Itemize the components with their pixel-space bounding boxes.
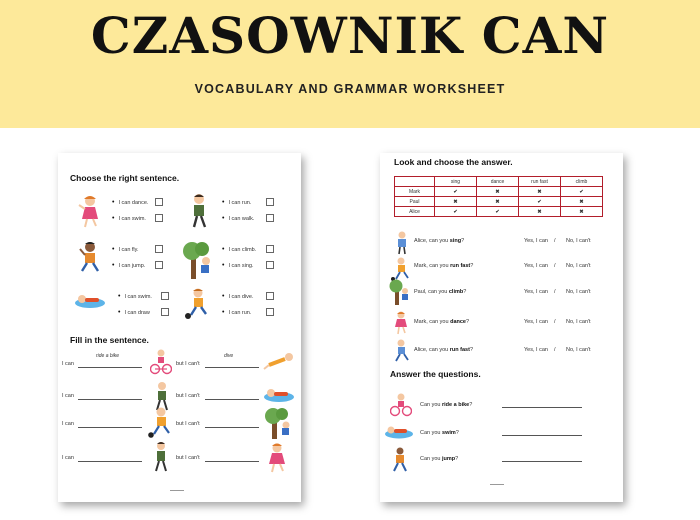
option-text: • I can climb. [222, 246, 256, 253]
boy-running-icon [390, 339, 410, 363]
answer-line[interactable] [502, 407, 582, 408]
answer-yes-option[interactable]: Yes, I can [524, 319, 548, 325]
option-text: • I can swim. [118, 293, 152, 300]
answer-yes-option[interactable]: Yes, I can [524, 238, 548, 244]
choice-checkbox[interactable] [266, 292, 274, 300]
boy-swimming-icon [74, 293, 106, 309]
table-row-name: Alice [395, 207, 435, 217]
boy-swimming-icon [384, 425, 414, 439]
question-text: Can you jump? [420, 456, 459, 462]
choice-checkbox[interactable] [161, 292, 169, 300]
boy-jumping-icon [390, 447, 410, 473]
answer-no-option[interactable]: No, I can't [566, 289, 591, 295]
answer-separator: / [554, 263, 556, 269]
option-text: • I can swim. [112, 215, 146, 222]
example-answer: dive [224, 353, 234, 359]
answer-separator: / [554, 238, 556, 244]
choice-checkbox[interactable] [155, 198, 163, 206]
choice-checkbox[interactable] [266, 245, 274, 253]
question-text: Can you ride a bike? [420, 402, 473, 408]
section-heading-look: Look and choose the answer. [394, 157, 513, 167]
cross-mark-icon: ✖ [477, 187, 519, 197]
question-text: Can you swim? [420, 430, 459, 436]
choice-checkbox[interactable] [266, 308, 274, 316]
girl-riding-bike-icon [390, 393, 412, 417]
answer-separator: / [554, 347, 556, 353]
boy-climbing-tree-icon [388, 279, 412, 305]
answer-no-option[interactable]: No, I can't [566, 347, 591, 353]
answer-line[interactable] [205, 399, 259, 400]
boy-running-icon [184, 288, 210, 320]
answer-yes-option[interactable]: Yes, I can [524, 347, 548, 353]
choice-checkbox[interactable] [155, 245, 163, 253]
cross-mark-icon: ✖ [477, 197, 519, 207]
answer-line[interactable] [78, 367, 142, 368]
table-column-header: run fast [519, 177, 561, 187]
answer-line[interactable] [78, 461, 142, 462]
cross-mark-icon: ✖ [519, 207, 561, 217]
answer-line[interactable] [502, 435, 582, 436]
worksheet-page-2 [380, 153, 623, 502]
choice-checkbox[interactable] [155, 261, 163, 269]
boy-climbing-tree-icon [182, 241, 216, 279]
answer-line[interactable] [205, 427, 259, 428]
question-text: Alice, can you sing? [414, 238, 465, 244]
table-column-header: dance [477, 177, 519, 187]
boy-diving-icon [263, 351, 295, 371]
option-text: • I can run. [222, 199, 251, 206]
worksheet-subtitle: VOCABULARY AND GRAMMAR WORKSHEET [194, 82, 506, 96]
check-mark-icon: ✔ [519, 197, 561, 207]
sentence-prefix: I can [62, 455, 74, 461]
sentence-middle: but I can't [176, 361, 200, 367]
sentence-middle: but I can't [176, 393, 200, 399]
choice-checkbox[interactable] [161, 308, 169, 316]
section-heading-choose: Choose the right sentence. [70, 173, 180, 183]
girl-dancing-icon [78, 195, 102, 229]
option-text: • I can walk. [222, 215, 254, 222]
check-mark-icon: ✔ [435, 187, 477, 197]
answer-line[interactable] [205, 367, 259, 368]
sentence-middle: but I can't [176, 421, 200, 427]
worksheet-page-1 [58, 153, 301, 502]
check-mark-icon: ✔ [477, 207, 519, 217]
question-text: Mark, can you run fast? [414, 263, 474, 269]
question-text: Paul, can you climb? [414, 289, 467, 295]
answer-no-option[interactable]: No, I can't [566, 238, 591, 244]
table-column-header: sing [435, 177, 477, 187]
boy-running-icon [148, 407, 172, 439]
sentence-prefix: I can [62, 421, 74, 427]
worksheet-title: CZASOWNIK CAN [90, 6, 610, 65]
check-mark-icon: ✔ [561, 187, 603, 197]
boy-swimming-icon [263, 387, 295, 403]
answer-yes-option[interactable]: Yes, I can [524, 263, 548, 269]
option-text: • I can fly. [112, 246, 139, 253]
question-text: Mark, can you dance? [414, 319, 470, 325]
choice-checkbox[interactable] [155, 214, 163, 222]
ability-table [394, 176, 603, 217]
answer-separator: / [554, 289, 556, 295]
choice-checkbox[interactable] [266, 214, 274, 222]
sentence-middle: but I can't [176, 455, 200, 461]
table-row-name: Mark [395, 187, 435, 197]
girl-dancing-icon [266, 443, 288, 473]
sentence-prefix: I can [62, 361, 74, 367]
cross-mark-icon: ✖ [561, 207, 603, 217]
girl-riding-bike-icon [150, 349, 172, 375]
sentence-prefix: I can [62, 393, 74, 399]
answer-line[interactable] [205, 461, 259, 462]
answer-no-option[interactable]: No, I can't [566, 319, 591, 325]
boy-walking-icon [150, 441, 172, 473]
cross-mark-icon: ✖ [561, 197, 603, 207]
girl-icon [394, 231, 410, 255]
option-text: • I can dance. [112, 199, 148, 206]
girl-dancing-icon [392, 311, 410, 335]
answer-no-option[interactable]: No, I can't [566, 263, 591, 269]
table-column-header: climb [561, 177, 603, 187]
section-heading-answer: Answer the questions. [390, 369, 481, 379]
choice-checkbox[interactable] [266, 198, 274, 206]
answer-line[interactable] [502, 461, 582, 462]
page-number-line [170, 490, 184, 491]
option-text: • I can jump. [112, 262, 145, 269]
boy-running-icon [390, 257, 410, 281]
cross-mark-icon: ✖ [519, 187, 561, 197]
cross-mark-icon: ✖ [435, 197, 477, 207]
option-text: • I can sing. [222, 262, 254, 269]
answer-separator: / [554, 319, 556, 325]
table-corner-cell [395, 177, 435, 187]
table-row-name: Paul [395, 197, 435, 207]
boy-climbing-tree-icon [263, 407, 295, 439]
answer-line[interactable] [78, 399, 142, 400]
option-text: • I can run. [222, 309, 251, 316]
question-text: Alice, can you run fast? [414, 347, 474, 353]
answer-line[interactable] [78, 427, 142, 428]
boy-walking-icon [188, 193, 210, 229]
option-text: • I can dive. [222, 293, 254, 300]
choice-checkbox[interactable] [266, 261, 274, 269]
option-text: • I can draw [118, 309, 150, 316]
check-mark-icon: ✔ [435, 207, 477, 217]
example-answer: ride a bike [96, 353, 120, 359]
section-heading-fill: Fill in the sentence. [70, 335, 149, 345]
boy-jumping-icon [78, 241, 102, 277]
page-number-line [490, 484, 504, 485]
answer-yes-option[interactable]: Yes, I can [524, 289, 548, 295]
